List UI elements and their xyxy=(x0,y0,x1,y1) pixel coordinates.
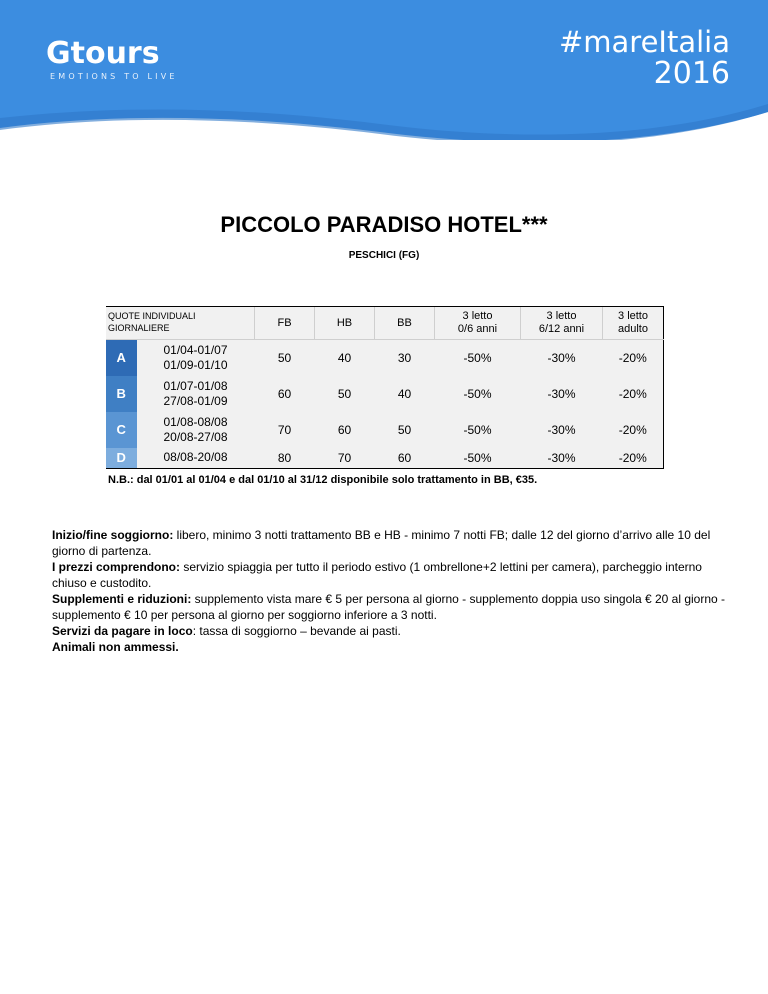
table-label: QUOTE INDIVIDUALI GIORNALIERE xyxy=(106,307,255,340)
rate-cell: -50% xyxy=(435,376,521,412)
column-header xyxy=(521,307,603,340)
rate-cell: -20% xyxy=(603,412,664,448)
note-text: : tassa di soggiorno – bevande ai pasti. xyxy=(192,624,401,638)
table-footnote: N.B.: dal 01/01 al 01/04 e dal 01/10 al 31/12 disponibile solo trattamento in BB, €35. xyxy=(108,474,538,486)
page-subtitle: PESCHICI (FG) xyxy=(348,250,420,261)
rate-cell: 60 xyxy=(375,448,435,469)
column-header-line: 3 letto xyxy=(618,310,648,322)
season-period: 01/04-01/07 01/09-01/10 xyxy=(137,340,255,376)
note-label: I prezzi comprendono: xyxy=(52,560,181,574)
table-row xyxy=(106,412,664,448)
season-period: 08/08-20/08 xyxy=(137,448,255,469)
rate-cell: 60 xyxy=(315,412,375,448)
table-row xyxy=(106,448,664,469)
page-title: PICCOLO PARADISO HOTEL*** xyxy=(220,212,548,237)
rate-cell: -30% xyxy=(521,376,603,412)
column-header: HB xyxy=(315,307,375,340)
column-header-line: 6/12 anni xyxy=(538,323,585,335)
season-letter: A xyxy=(106,340,137,376)
column-header-line: adulto xyxy=(618,323,648,335)
note-label: Supplementi e riduzioni: xyxy=(52,592,192,606)
column-header: FB xyxy=(255,307,315,340)
rate-cell: 50 xyxy=(375,412,435,448)
note-label: Inizio/fine soggiorno: xyxy=(52,528,174,542)
rate-cell: -50% xyxy=(435,412,521,448)
column-header-line: 3 letto xyxy=(546,310,577,322)
header-banner xyxy=(0,0,768,140)
column-header-line: 0/6 anni xyxy=(457,323,498,335)
note-paragraph xyxy=(52,639,732,655)
rate-cell: -50% xyxy=(435,448,521,469)
note-paragraph xyxy=(52,623,732,639)
rate-cell: -30% xyxy=(521,412,603,448)
season-letter: D xyxy=(106,448,137,469)
note-label: Animali non ammessi. xyxy=(52,640,179,654)
brand-tagline: EMOTIONS TO LIVE xyxy=(50,72,178,81)
rate-cell: -20% xyxy=(603,340,664,376)
campaign-title xyxy=(559,26,730,90)
rate-cell: 50 xyxy=(315,376,375,412)
rate-cell: 70 xyxy=(255,412,315,448)
note-paragraph xyxy=(52,591,732,623)
campaign-year: 2016 xyxy=(653,56,730,91)
column-header-line: 3 letto xyxy=(462,310,493,322)
note-paragraph xyxy=(52,527,732,559)
rate-cell: -20% xyxy=(603,376,664,412)
season-period: 01/07-01/08 27/08-01/09 xyxy=(137,376,255,412)
note-label: Servizi da pagare in loco xyxy=(52,624,193,638)
rate-cell: 40 xyxy=(315,340,375,376)
brand-logo: Gtours xyxy=(46,36,160,71)
rate-cell: 50 xyxy=(255,340,315,376)
note-text: libero, minimo 3 notti trattamento BB e HB - minimo 7 notti FB; dalle 12 del giorno d’arrivo alle 10 del giorno di partenza. xyxy=(52,528,711,558)
conditions-notes xyxy=(52,527,732,655)
rate-cell: -30% xyxy=(521,448,603,469)
table-header-row xyxy=(106,307,664,340)
rate-cell: -50% xyxy=(435,340,521,376)
rate-cell: -20% xyxy=(603,448,664,469)
column-header xyxy=(603,307,664,340)
table-row xyxy=(106,340,664,376)
note-paragraph xyxy=(52,559,732,591)
season-letter: C xyxy=(106,412,137,448)
column-header: BB xyxy=(375,307,435,340)
season-period: 01/08-08/08 20/08-27/08 xyxy=(137,412,255,448)
table-row xyxy=(106,376,664,412)
rate-cell: 30 xyxy=(375,340,435,376)
rate-cell: 70 xyxy=(315,448,375,469)
rate-cell: 40 xyxy=(375,376,435,412)
season-letter: B xyxy=(106,376,137,412)
rate-cell: -30% xyxy=(521,340,603,376)
note-text: servizio spiaggia per tutto il periodo estivo (1 ombrellone+2 lettini per camera), parcheggio interno chiuso e custodito. xyxy=(52,560,702,590)
rate-cell: 60 xyxy=(255,376,315,412)
rates-table xyxy=(106,306,664,469)
column-header xyxy=(435,307,521,340)
note-text: supplemento vista mare € 5 per persona al giorno - supplemento doppia uso singola € 20 al giorno - supplemento € 10 per persona al giorno per soggiorno inferiore a 3 notti. xyxy=(52,592,726,622)
rate-cell: 80 xyxy=(255,448,315,469)
campaign-hashtag: #mareItalia xyxy=(558,25,730,59)
